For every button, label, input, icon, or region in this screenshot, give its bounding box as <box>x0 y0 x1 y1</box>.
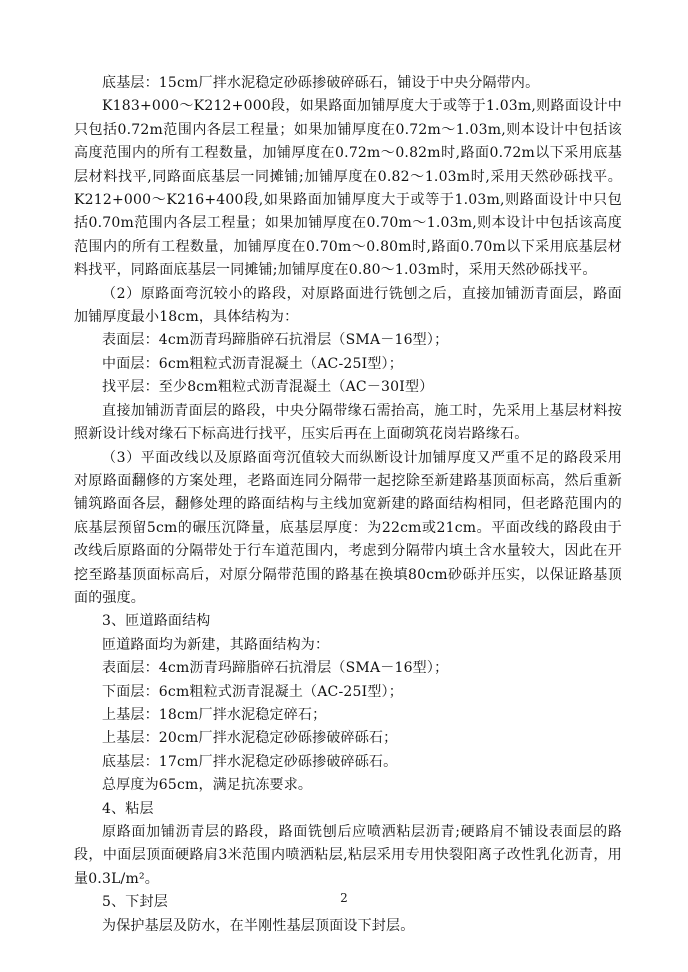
list-item-ramp-surface: 表面层：4cm沥青玛蹄脂碎石抗滑层（SMA－16型）； <box>102 660 449 677</box>
paragraph-total-thickness: 总厚度为65cm，满足抗冻要求。 <box>102 777 313 794</box>
page-number: 2 <box>340 891 348 905</box>
paragraph-realignment: （3）平面改线以及原路面弯沉值较大而纵断设计加铺厚度又严重不足的路段采用对原路面翻修的方案处理，老路面连同分隔带一起挖除至新建路基顶面标高，然后重新铺筑路面各层，翻修处理的路面结构与主线加宽新建的路面结构相同，但老路范围内的底基层预留5cm的碾压沉降量，底基层厚度：为22cm或21cm。平面改线的路段由于改线后原路面的分隔带处于行车道范围内，考虑到分隔带内填土含水量较大，因此在开挖至路基顶面标高后，对原分隔带范围的路基在换填80cm砂砾并压实，以保证路基顶面的强度。 <box>74 449 622 606</box>
paragraph-k183-k216: K183+000～K212+000段，如果路面加铺厚度大于或等于1.03m,则路面设计中只包括0.72m范围内各层工程量；如果加铺厚度在0.72m～1.03m,则本设计中包括该高度范围内的所有工程数量，加铺厚度在0.72m～0.82m时,路面0.72m以下采用底基层材料找平,同路面底基层一同摊铺;加铺厚度在0.82～1.03m时,采用天然砂砾找平。K212+000～K216+400段,如果路面加铺厚度大于或等于1.03m,则路面设计中只包括0.70m范围内各层工程量；如果加铺厚度在0.70m～1.03m,则本设计中包括该高度范围内的所有工程数量，加铺厚度在0.70m～0.80m时,路面0.70m以下采用底基层材料找平，同路面底基层一同摊铺;加铺厚度在0.80～1.03m时，采用天然砂砾找平。 <box>74 98 622 279</box>
paragraph-ramp-intro: 匝道路面均为新建，其路面结构为： <box>102 636 330 653</box>
section-heading-seal-coat: 5、下封层 <box>102 894 168 911</box>
body-text <box>74 72 622 938</box>
paragraph-tack-coat: 原路面加铺沥青层的路段，路面铣刨后应喷洒粘层沥青;硬路肩不铺设表面层的路段，中面层顶面硬路肩3米范围内喷洒粘层,粘层采用专用快裂阳离子改性乳化沥青，用量0.3L/m²。 <box>74 824 622 887</box>
list-item-surface-layer: 表面层：4cm沥青玛蹄脂碎石抗滑层（SMA－16型）； <box>102 332 449 349</box>
section-heading-ramp-structure: 3、匝道路面结构 <box>102 613 211 630</box>
list-item-ramp-base-2: 上基层：20cm厂拌水泥稳定砂砾掺破碎砾石； <box>102 730 398 747</box>
list-item-leveling-layer: 找平层：至少8cm粗粒式沥青混凝土（AC－30I型） <box>102 379 434 396</box>
list-item-middle-layer: 中面层：6cm粗粒式沥青混凝土（AC-25I型）； <box>102 355 403 372</box>
list-item-ramp-base-1: 上基层：18cm厂拌水泥稳定碎石； <box>102 706 327 723</box>
list-item-ramp-lower: 下面层：6cm粗粒式沥青混凝土（AC-25I型）； <box>102 683 403 700</box>
paragraph-small-deflection: （2）原路面弯沉较小的路段，对原路面进行铣刨之后，直接加铺沥青面层，路面加铺厚度最小18cm，具体结构为： <box>74 285 622 326</box>
list-item-ramp-subbase: 底基层：17cm厂拌水泥稳定砂砾掺破碎砾石。 <box>102 753 398 770</box>
paragraph-subbase-median: 底基层：15cm厂拌水泥稳定砂砾掺破碎砾石，铺设于中央分隔带内。 <box>102 75 540 91</box>
paragraph-seal-coat: 为保护基层及防水，在半刚性基层顶面设下封层。 <box>102 917 415 934</box>
paragraph-median-curb: 直接加铺沥青面层的路段，中央分隔带缘石需抬高，施工时，先采用上基层材料按照新设计线对缘石下标高进行找平，压实后再在上面砌筑花岗岩路缘石。 <box>74 402 622 443</box>
section-heading-tack-coat: 4、粘层 <box>102 800 154 817</box>
